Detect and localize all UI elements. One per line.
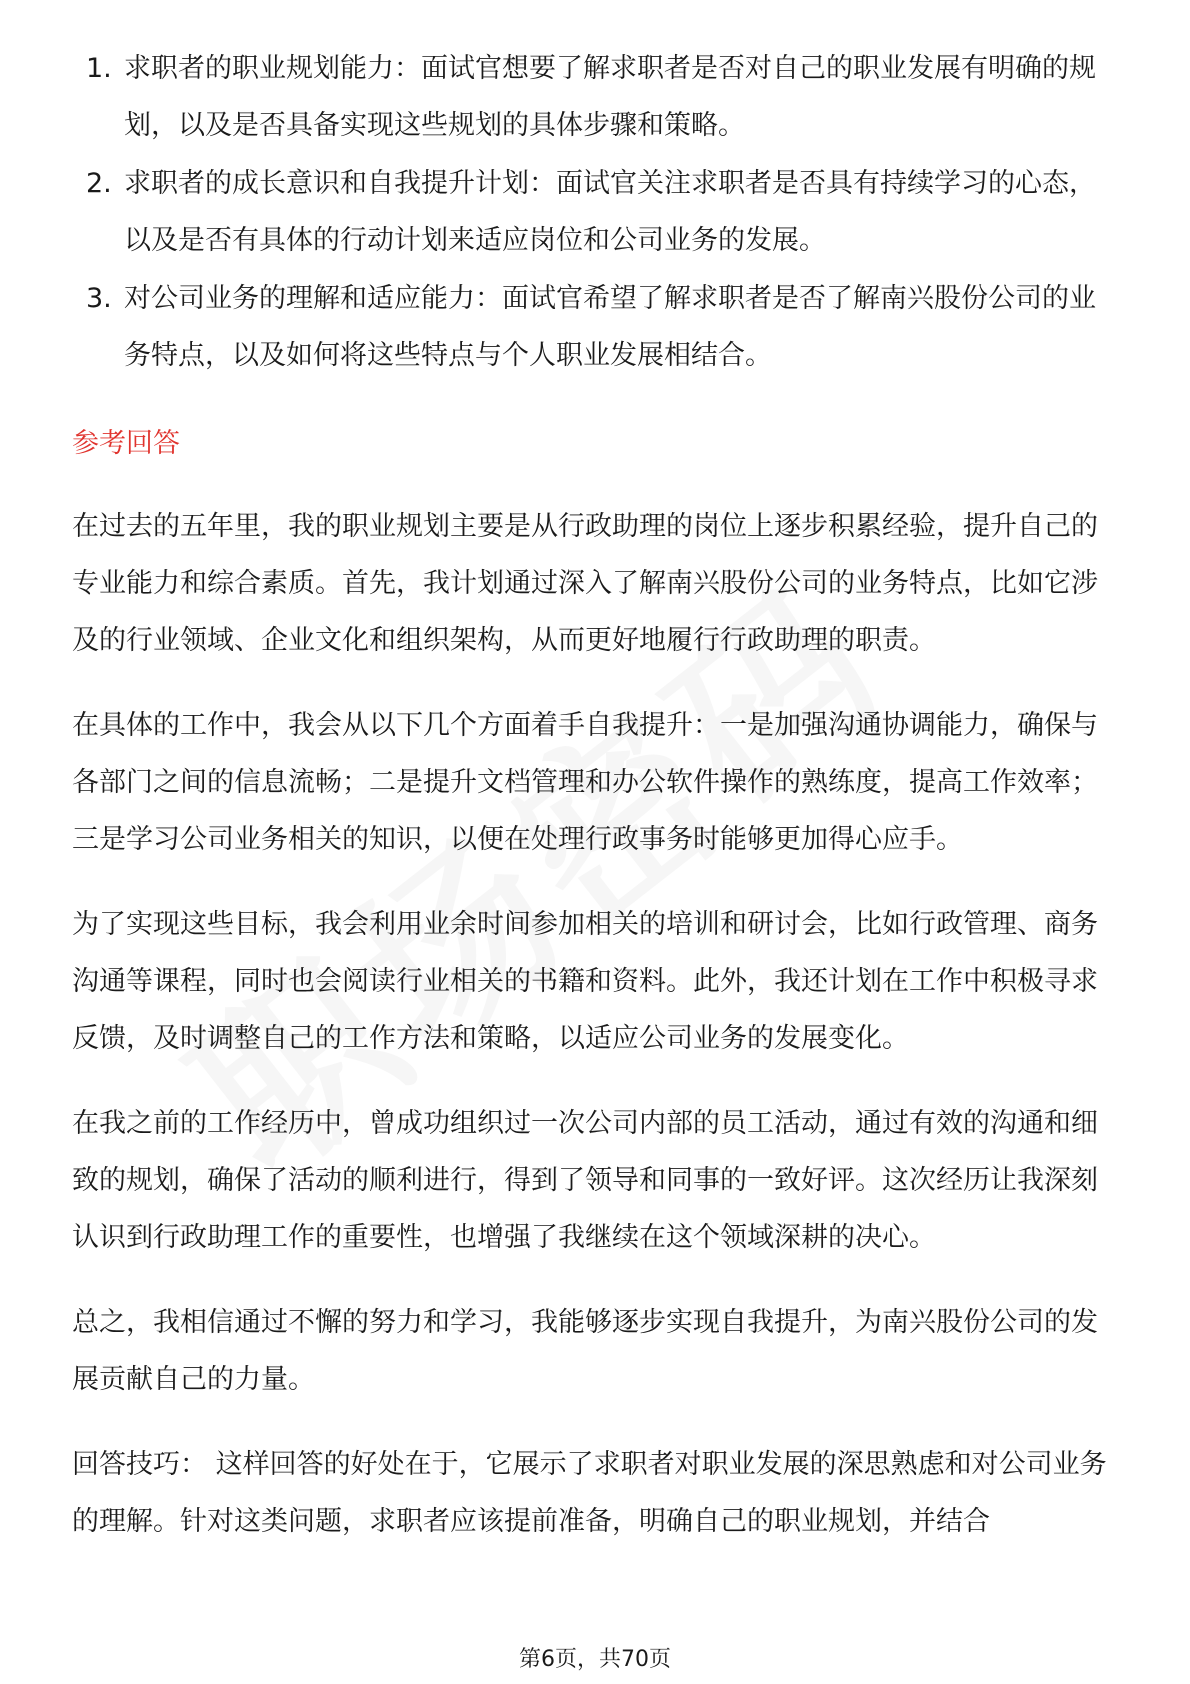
list-item-text: 求职者的职业规划能力：面试官想要了解求职者是否对自己的职业发展有明确的规划，以及是否具备实现这些规划的具体步骤和策略。 (124, 53, 1096, 141)
list-item (72, 270, 1122, 384)
paragraph: 在过去的五年里，我的职业规划主要是从行政助理的岗位上逐步积累经验，提升自己的专业能力和综合素质。首先，我计划通过深入了解南兴股份公司的业务特点，比如它涉及的行业领域、企业文化和组织架构，从而更好地履行行政助理的职责。 (72, 511, 1098, 656)
list-item (72, 155, 1122, 269)
list-number: 1. (86, 53, 112, 84)
section-heading: 参考回答 (72, 428, 180, 459)
paragraph: 为了实现这些目标，我会利用业余时间参加相关的培训和研讨会，比如行政管理、商务沟通等课程，同时也会阅读行业相关的书籍和资料。此外，我还计划在工作中积极寻求反馈，及时调整自己的工作方法和策略，以适应公司业务的发展变化。 (72, 909, 1098, 1054)
paragraph: 在具体的工作中，我会从以下几个方面着手自我提升：一是加强沟通协调能力，确保与各部门之间的信息流畅；二是提升文档管理和办公软件操作的熟练度，提高工作效率；三是学习公司业务相关的知识，以便在处理行政事务时能够更加得心应手。 (72, 710, 1098, 855)
list-number: 3. (86, 283, 112, 314)
document-page (72, 40, 1122, 1578)
list-item (72, 40, 1122, 154)
page-footer: 第6页，共70页 (519, 1647, 671, 1672)
paragraph: 在我之前的工作经历中，曾成功组织过一次公司内部的员工活动，通过有效的沟通和细致的规划，确保了活动的顺利进行，得到了领导和同事的一致好评。这次经历让我深刻认识到行政助理工作的重要性，也增强了我继续在这个领域深耕的决心。 (72, 1108, 1098, 1253)
paragraph: 总之，我相信通过不懈的努力和学习，我能够逐步实现自我提升，为南兴股份公司的发展贡献自己的力量。 (72, 1307, 1098, 1395)
list-item-text: 对公司业务的理解和适应能力：面试官希望了解求职者是否了解南兴股份公司的业务特点，以及如何将这些特点与个人职业发展相结合。 (124, 283, 1096, 371)
list-number: 2. (86, 168, 112, 199)
paragraph: 回答技巧： 这样回答的好处在于，它展示了求职者对职业发展的深思熟虑和对公司业务的理解。针对这类问题，求职者应该提前准备，明确自己的职业规划，并结合 (72, 1449, 1107, 1537)
list-item-text: 求职者的成长意识和自我提升计划：面试官关注求职者是否具有持续学习的心态，以及是否有具体的行动计划来适应岗位和公司业务的发展。 (124, 168, 1096, 256)
numbered-list (72, 40, 1122, 384)
